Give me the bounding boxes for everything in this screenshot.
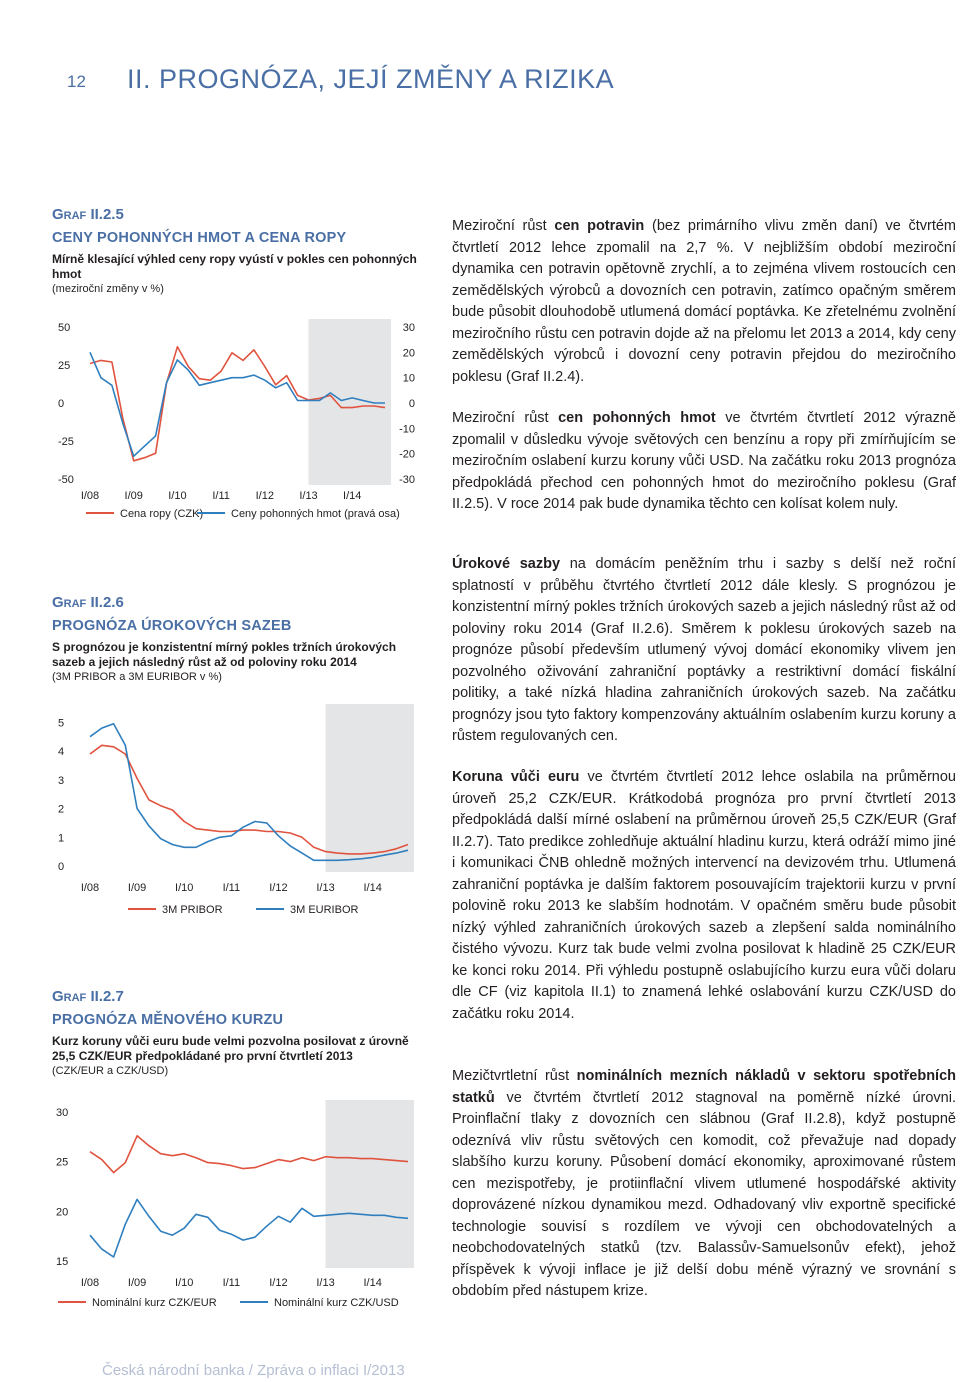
graph-2-6-header — [52, 594, 422, 683]
x-tick-label: I/11 — [212, 490, 230, 502]
legend-label: 3M EURIBOR — [290, 904, 359, 916]
x-tick-label: I/10 — [175, 1277, 194, 1289]
y-tick-label: 30 — [56, 1106, 69, 1119]
y-tick-label: -50 — [58, 474, 74, 486]
graph-label: Graf II.2.6 — [52, 594, 124, 611]
y-tick-label: 3 — [58, 774, 65, 787]
x-tick-label: I/09 — [124, 490, 143, 502]
graph-title: PROGNÓZA ÚROKOVÝCH SAZEB — [52, 618, 292, 634]
legend-label: Nominální kurz CZK/EUR — [92, 1297, 217, 1309]
graph-subtitle: S prognózou je konzistentní mírný pokles tržních úrokových sazeb a jejich následný růst až od poloviny roku 2014 — [52, 640, 397, 669]
y-tick-label: 5 — [58, 717, 65, 730]
paragraph-fuel-prices: Meziroční růst cen pohonných hmot ve čtvrtém čtvrtletí 2012 výrazně zpomalil v důsledku vývoje světových cen benzínu a ropy při zmírňujícím se meziročním oslabení kurzu koruny vůči USD. Na začátku roku 2013 prognóza předpokládá přechod cen pohonných hmot do meziročního poklesu (Graf II.2.5). V roce 2014 pak bude dynamika těchto cen kolísat kolem nuly. — [452, 410, 956, 512]
graph-title: CENY POHONNÝCH HMOT A CENA ROPY — [52, 230, 347, 246]
x-tick-label: I/11 — [222, 1277, 241, 1289]
footer: Česká národní banka / Zpráva o inflaci I/2013 — [102, 1362, 405, 1379]
x-tick-label: I/09 — [127, 882, 147, 894]
x-tick-label: I/08 — [80, 1277, 100, 1289]
chapter-title: II. PROGNÓZA, JEJÍ ZMĚNY A RIZIKA — [127, 64, 615, 94]
paragraph-interest-rates: Úrokové sazby na domácím peněžním trhu i sazby s delší než roční splatností v průběhu čtvrtého čtvrtletí 2012 dále klesly. S prognózou je konzistentní mírný pokles tržních úrokových sazeb a jejich následný růst až od poloviny roku 2014 (Graf II.2.6). Směrem k poklesu úrokových sazeb na prognóze působí především utlumený vývoj domácí ekonomiky vlivem jen pozvolného oživování zahraniční poptávky a restriktivní domácí fiskální politiky, a také nízká hladina zahraničních úrokových sazeb. Na začátku prognózy jsou tyto faktory kompenzovány aktuálním oslabením kurzu koruny a růstem regulovaných cen. — [452, 556, 956, 744]
forecast-area — [326, 1100, 414, 1268]
x-tick-label: I/08 — [80, 490, 100, 502]
x-tick-label: I/10 — [175, 882, 194, 894]
x-tick-label: I/10 — [168, 490, 187, 502]
y-tick-label: 25 — [58, 360, 71, 372]
y-tick-label: 50 — [58, 322, 71, 334]
y-tick-label: 1 — [58, 832, 65, 845]
y-tick-label: 25 — [56, 1156, 69, 1169]
y2-tick-label: 30 — [402, 322, 415, 334]
graph-2-7-header — [52, 988, 422, 1077]
legend-label: Ceny pohonných hmot (pravá osa) — [231, 508, 400, 520]
x-tick-label: I/13 — [299, 490, 318, 502]
graph-unit: (3M PRIBOR a 3M EURIBOR v %) — [52, 671, 222, 683]
legend-label: Nominální kurz CZK/USD — [274, 1297, 399, 1309]
paragraph-food-prices: Meziroční růst cen potravin (bez primárního vlivu změn daní) ve čtvrtém čtvrtletí 2012 lehce zpomalil na 2,7 %. V nejbližším období meziroční dynamika cen potravin opětovně zrychlí, a to zejména vlivem rostoucích cen zemědělských výrobců a dovozních cen potravin, zatímco opačným směrem bude působit dlouhodobě utlumená domácí poptávka. Ke zřetelnému zvolnění meziročního růstu cen potravin dojde až na přelomu let 2013 a 2014, kdy ceny zemědělských výrobců i dovozní ceny potravin přejdou do meziročního poklesu (Graf II.2.4). — [452, 218, 956, 385]
y-tick-label: 2 — [58, 803, 65, 816]
chart-fuel-oil — [50, 315, 430, 530]
y2-tick-label: -20 — [399, 448, 415, 461]
chart-exchange-rate — [50, 1098, 430, 1313]
x-tick-label: I/13 — [316, 1277, 335, 1289]
y2-tick-label: -30 — [399, 474, 415, 486]
x-tick-label: I/14 — [363, 1277, 382, 1289]
y-tick-label: 20 — [56, 1206, 69, 1219]
graph-unit: (CZK/EUR a CZK/USD) — [52, 1065, 169, 1077]
x-tick-label: I/12 — [255, 490, 274, 502]
y2-tick-label: -10 — [399, 423, 415, 436]
x-tick-label: I/12 — [269, 1277, 288, 1289]
y-tick-label: -25 — [58, 436, 74, 448]
forecast-area — [309, 319, 391, 485]
x-tick-label: I/09 — [127, 1277, 147, 1289]
x-tick-label: I/13 — [316, 882, 335, 894]
legend-label: Cena ropy (CZK) — [120, 508, 204, 520]
y2-tick-label: 0 — [408, 398, 415, 410]
x-tick-label: I/12 — [269, 882, 288, 894]
x-tick-label: I/14 — [363, 882, 382, 894]
graph-title: PROGNÓZA MĚNOVÉHO KURZU — [52, 1012, 284, 1028]
graph-subtitle: Mírně klesající výhled ceny ropy vyústí v pokles cen pohonných hmot — [52, 252, 417, 281]
paragraph-exchange-rate: Koruna vůči euru ve čtvrtém čtvrtletí 2012 lehce oslabila na průměrnou úroveň 25,2 CZK/EUR. Krátkodobá prognóza pro první čtvrtletí 2013 předpokládá další mírné oslabení na průměrnou úroveň 25,5 CZK/EUR (Graf II.2.7). Tato predikce zohledňuje aktuální hladinu kurzu, která odráží mimo jiné i komunikaci ČNB ohledně možných intervencí na devizovém trhu. Utlumená zahraniční poptávka je dalším faktorem posouvajícím trajektorii kurzu v první polovině roku 2013 ke slabším hodnotám. V opačném směru bude působit nízký výhled zahraničních úrokových sazeb a zlepšení salda nominálního čistého vývozu. Kurz tak bude velmi zvolna posilovat k hladině 25 CZK/EUR ke konci roku 2014. Při výhledu postupně oslabujícího kurzu eura vůči dolaru dle CF (viz kapitola II.1) to znamená lehké oslabování kurzu CZK/USD do začátku roku 2014. — [452, 769, 956, 1022]
graph-label: Graf II.2.7 — [52, 988, 124, 1005]
graph-unit: (meziroční změny v %) — [52, 283, 164, 295]
x-tick-label: I/08 — [80, 882, 100, 894]
graph-2-5-header — [52, 206, 422, 295]
y2-tick-label: 20 — [402, 347, 415, 360]
y-tick-label: 15 — [56, 1256, 69, 1268]
x-tick-label: I/14 — [343, 490, 362, 502]
y-tick-label: 0 — [58, 398, 65, 410]
graph-subtitle: Kurz koruny vůči euru bude velmi pozvolna posilovat z úrovně 25,5 CZK/EUR předpokládané pro první čtvrtletí 2013 — [52, 1034, 409, 1063]
x-tick-label: I/11 — [222, 882, 241, 894]
chart-interest-rates — [50, 700, 430, 925]
y2-tick-label: 10 — [402, 372, 415, 385]
legend-label: 3M PRIBOR — [162, 904, 223, 916]
y-tick-label: 0 — [58, 861, 65, 873]
graph-label: Graf II.2.5 — [52, 206, 124, 223]
paragraph-marginal-costs: Mezičtvrtletní růst nominálních mezních nákladů v sektoru spotřebních statků ve čtvrtém čtvrtletí 2012 stagnoval na poměrně nízké úrovni. Proinflační tlaky z dovozních cen slábnou (Graf II.2.8), když postupně odeznívá vliv růstu světových cen komodit, což převažuje nad dopady slabšího kurzu koruny. Působení domácí ekonomiky, aproximované růstem cen mezispotřeby, je protiinflační vlivem utlumené hospodářské aktivity doprovázené nízkou dynamikou mezd. Odhadovaný vliv exportně specifické technologie souvisí s rozdílem ve vývoji cen obchodovatelných a neobchodovatelných statků (tzv. Balassův-Samuelsonův efekt), jehož příspěvek k vývoji inflace je již delší dobu méně výrazný ve srovnání s obdobím před nástupem krize. — [452, 1068, 957, 1299]
page-number: 12 — [67, 72, 86, 91]
y-tick-label: 4 — [58, 746, 65, 759]
